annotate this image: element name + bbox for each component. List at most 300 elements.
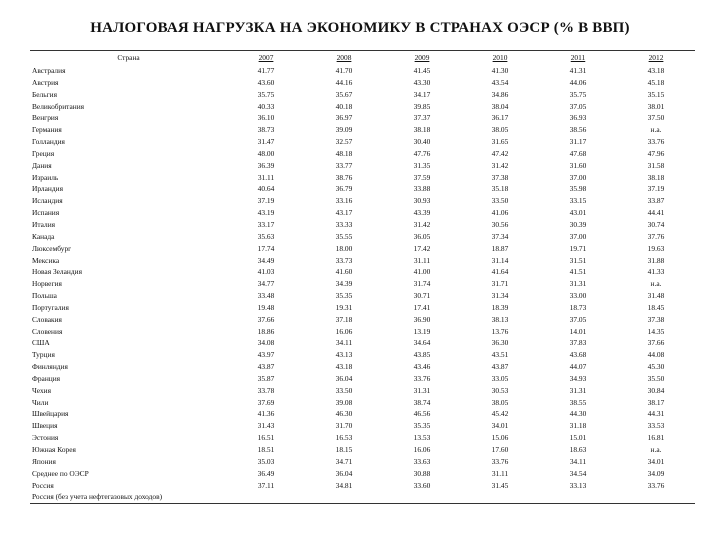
value-cell: 41.70: [335, 66, 353, 75]
value-cell: 38.04: [491, 101, 509, 111]
country-name-cell: Польша: [32, 291, 57, 301]
value-cell: 38.74: [413, 397, 431, 407]
value-cell: 37.19: [257, 196, 275, 206]
value-cell: 44.08: [647, 350, 665, 360]
table-row: [30, 480, 695, 492]
country-name-cell: Финляндия: [32, 362, 68, 372]
country-name-cell: Израиль: [32, 172, 59, 182]
value-cell: 35.15: [647, 89, 665, 99]
value-cell: 36.90: [413, 314, 431, 324]
value-cell: 31.42: [491, 160, 509, 170]
value-cell: 43.87: [491, 362, 509, 372]
value-cell: 45.30: [647, 362, 665, 372]
value-cell: 38.56: [569, 125, 587, 135]
value-cell: 43.51: [491, 350, 509, 360]
country-name-cell: Словакия: [32, 314, 62, 324]
value-cell: 31.88: [647, 255, 665, 265]
value-cell: 37.34: [491, 231, 509, 241]
country-name-cell: Великобритания: [32, 101, 85, 111]
value-cell: 35.75: [569, 89, 587, 99]
value-cell: 41.00: [413, 267, 431, 277]
value-cell: 43.97: [257, 350, 275, 360]
country-name-cell: Швеция: [32, 421, 58, 431]
value-cell: 30.88: [413, 468, 431, 478]
value-cell: 33.76: [647, 480, 665, 490]
value-cell: 43.18: [335, 362, 353, 372]
value-cell: 16.53: [335, 433, 353, 443]
value-cell: 31.14: [491, 255, 509, 265]
value-cell: 13.76: [491, 326, 509, 336]
country-name-cell: Россия (без учета нефтегазовых доходов): [32, 492, 163, 502]
table-row: [30, 373, 695, 385]
value-cell: 44.31: [647, 409, 665, 419]
value-cell: 33.73: [335, 255, 353, 265]
value-cell: 48.18: [335, 148, 353, 158]
country-name-cell: Мексика: [32, 255, 60, 265]
value-cell: 41.64: [491, 267, 509, 277]
value-cell: 43.54: [491, 77, 509, 87]
value-cell: 38.05: [491, 397, 509, 407]
country-name-cell: Дания: [32, 160, 52, 170]
value-cell: 40.33: [257, 101, 275, 111]
value-cell: 18.45: [647, 302, 665, 312]
value-cell: 47.76: [413, 148, 431, 158]
header-year-2008: 2008: [336, 53, 352, 62]
value-cell: 41.51: [569, 267, 587, 277]
country-name-cell: Австралия: [32, 66, 66, 75]
country-name-cell: Испания: [32, 208, 60, 218]
value-cell: 19.63: [647, 243, 665, 253]
value-cell: 31.45: [491, 480, 509, 490]
value-cell: 33.13: [569, 480, 587, 490]
value-cell: 43.68: [569, 350, 587, 360]
value-cell: 33.16: [335, 196, 353, 206]
value-cell: 34.08: [257, 338, 275, 348]
value-cell: 35.55: [335, 231, 353, 241]
country-name-cell: Ирландия: [32, 184, 63, 194]
table-row: [30, 278, 695, 290]
value-cell: 38.18: [413, 125, 431, 135]
value-cell: 18.00: [335, 243, 353, 253]
table-row: [30, 361, 695, 373]
value-cell: 31.47: [257, 137, 275, 147]
value-cell: 33.87: [647, 196, 665, 206]
table-row: [30, 290, 695, 302]
table-row: [30, 420, 695, 432]
value-cell: 33.77: [335, 160, 353, 170]
value-cell: 35.03: [257, 456, 275, 466]
value-cell: 13.53: [413, 433, 431, 443]
value-cell: 35.98: [569, 184, 587, 194]
value-cell: 31.42: [413, 219, 431, 229]
value-cell: 38.13: [491, 314, 509, 324]
value-cell: 31.34: [491, 291, 509, 301]
value-cell: 36.97: [335, 113, 353, 123]
value-cell: 47.42: [491, 148, 509, 158]
value-cell: 44.06: [569, 77, 587, 87]
value-cell: 34.01: [647, 456, 665, 466]
value-cell: 32.57: [335, 137, 353, 147]
header-year-2009: 2009: [414, 53, 430, 62]
value-cell: 46.30: [335, 409, 353, 419]
value-cell: 31.35: [413, 160, 431, 170]
value-cell: 33.50: [491, 196, 509, 206]
value-cell: 35.67: [335, 89, 353, 99]
value-cell: 37.05: [569, 101, 587, 111]
value-cell: 33.15: [569, 196, 587, 206]
value-cell: 30.84: [647, 385, 665, 395]
value-cell: 37.50: [647, 113, 665, 123]
value-cell: 31.11: [257, 172, 275, 182]
value-cell: 44.07: [569, 362, 587, 372]
value-cell: 37.69: [257, 397, 275, 407]
table-row: [30, 456, 695, 468]
table-row: [30, 160, 695, 172]
value-cell: 41.03: [257, 267, 275, 277]
header-year-2010: 2010: [492, 53, 508, 62]
table-row: [30, 65, 695, 77]
value-cell: 34.09: [647, 468, 665, 478]
value-cell: 31.70: [335, 421, 353, 431]
value-cell: 44.41: [647, 208, 665, 218]
value-cell: 34.81: [335, 480, 353, 490]
value-cell: 31.17: [569, 137, 587, 147]
value-cell: 33.00: [569, 291, 587, 301]
country-name-cell: Чили: [32, 397, 49, 407]
value-cell: 37.66: [257, 314, 275, 324]
value-cell: 36.79: [335, 184, 353, 194]
value-cell: 37.37: [413, 113, 431, 123]
value-cell: 38.17: [647, 397, 665, 407]
value-cell: 31.65: [491, 137, 509, 147]
value-cell: 38.05: [491, 125, 509, 135]
value-cell: 38.55: [569, 397, 587, 407]
value-cell: 33.05: [491, 373, 509, 383]
value-cell: 34.86: [491, 89, 509, 99]
table-row: [30, 255, 695, 267]
country-name-cell: Исландия: [32, 196, 63, 206]
value-cell: 35.63: [257, 231, 275, 241]
value-cell: 33.50: [335, 385, 353, 395]
value-cell: 37.05: [569, 314, 587, 324]
value-cell: 31.51: [569, 255, 587, 265]
value-cell: 36.93: [569, 113, 587, 123]
country-name-cell: Южная Корея: [32, 445, 76, 454]
country-name-cell: Швейцария: [32, 409, 69, 419]
country-name-cell: Португалия: [32, 302, 69, 312]
value-cell: 37.00: [569, 172, 587, 182]
value-cell: 43.01: [569, 208, 587, 218]
value-cell: 43.60: [257, 77, 275, 87]
page-title: НАЛОГОВАЯ НАГРУЗКА НА ЭКОНОМИКУ В СТРАНАХ ОЭСР (% В ВВП): [90, 20, 630, 36]
value-cell: 41.45: [413, 66, 431, 75]
value-cell: 17.60: [491, 445, 509, 454]
value-cell: н.а.: [650, 125, 662, 135]
table-row: [30, 266, 695, 278]
country-name-cell: Италия: [32, 219, 56, 229]
header-year-2012: 2012: [648, 53, 664, 62]
value-cell: 38.76: [335, 172, 353, 182]
country-name-cell: Норвегия: [32, 279, 62, 289]
value-cell: 43.46: [413, 362, 431, 372]
tax-burden-table: [30, 50, 695, 504]
country-name-cell: США: [32, 338, 50, 348]
value-cell: 47.96: [647, 148, 665, 158]
value-cell: 31.11: [491, 468, 509, 478]
value-cell: 41.33: [647, 267, 665, 277]
value-cell: 34.64: [413, 338, 431, 348]
table-row: [30, 207, 695, 219]
table-row: [30, 314, 695, 326]
table-row: [30, 136, 695, 148]
value-cell: 37.66: [647, 338, 665, 348]
value-cell: 34.11: [569, 456, 587, 466]
value-cell: 33.60: [413, 480, 431, 490]
value-cell: 30.93: [413, 196, 431, 206]
value-cell: 18.51: [257, 445, 275, 454]
country-name-cell: Япония: [32, 456, 56, 466]
value-cell: 34.01: [491, 421, 509, 431]
table-row: [30, 219, 695, 231]
value-cell: н.а.: [650, 279, 662, 289]
value-cell: 34.49: [257, 255, 275, 265]
table-row: [30, 195, 695, 207]
value-cell: 38.18: [647, 172, 665, 182]
value-cell: 19.48: [257, 302, 275, 312]
value-cell: 31.11: [413, 255, 431, 265]
value-cell: 39.09: [335, 125, 353, 135]
value-cell: 31.31: [569, 385, 587, 395]
value-cell: 34.17: [413, 89, 431, 99]
value-cell: 18.39: [491, 302, 509, 312]
value-cell: 31.48: [647, 291, 665, 301]
country-name-cell: Турция: [32, 350, 55, 360]
value-cell: 41.36: [257, 409, 275, 419]
value-cell: 17.74: [257, 243, 275, 253]
country-name-cell: Россия: [32, 480, 54, 490]
country-name-cell: Канада: [32, 231, 55, 241]
value-cell: 30.74: [647, 219, 665, 229]
value-cell: 33.76: [413, 373, 431, 383]
value-cell: 16.51: [257, 433, 275, 443]
value-cell: 30.40: [413, 137, 431, 147]
country-name-cell: Голландия: [32, 137, 65, 147]
value-cell: 43.18: [647, 66, 665, 75]
table-row: [30, 172, 695, 184]
table-row: [30, 124, 695, 136]
value-cell: 33.33: [335, 219, 353, 229]
value-cell: н.а.: [650, 445, 662, 454]
value-cell: 45.18: [647, 77, 665, 87]
value-cell: 33.48: [257, 291, 275, 301]
table-row: [30, 77, 695, 89]
country-name-cell: Греция: [32, 148, 55, 158]
value-cell: 18.15: [335, 445, 353, 454]
value-cell: 43.30: [413, 77, 431, 87]
country-name-cell: Чехия: [32, 385, 52, 395]
value-cell: 38.01: [647, 101, 665, 111]
value-cell: 31.74: [413, 279, 431, 289]
value-cell: 15.01: [569, 433, 587, 443]
value-cell: 31.71: [491, 279, 509, 289]
value-cell: 33.53: [647, 421, 665, 431]
value-cell: 33.76: [491, 456, 509, 466]
value-cell: 14.35: [647, 326, 665, 336]
value-cell: 41.31: [569, 66, 587, 75]
value-cell: 40.64: [257, 184, 275, 194]
country-name-cell: Бельгия: [32, 89, 57, 99]
value-cell: 43.17: [335, 208, 353, 218]
table-row: [30, 397, 695, 409]
country-name-cell: Франция: [32, 373, 61, 383]
value-cell: 34.39: [335, 279, 353, 289]
value-cell: 18.63: [569, 445, 587, 454]
value-cell: 19.31: [335, 302, 353, 312]
value-cell: 35.35: [335, 291, 353, 301]
value-cell: 16.81: [647, 433, 665, 443]
value-cell: 35.35: [413, 421, 431, 431]
value-cell: 39.85: [413, 101, 431, 111]
table-row: [30, 468, 695, 480]
value-cell: 37.00: [569, 231, 587, 241]
value-cell: 38.73: [257, 125, 275, 135]
value-cell: 37.59: [413, 172, 431, 182]
value-cell: 43.87: [257, 362, 275, 372]
value-cell: 33.88: [413, 184, 431, 194]
value-cell: 35.75: [257, 89, 275, 99]
table-row: [30, 243, 695, 255]
table-row: [30, 302, 695, 314]
value-cell: 17.42: [413, 243, 431, 253]
value-cell: 43.39: [413, 208, 431, 218]
value-cell: 18.86: [257, 326, 275, 336]
header-year-2007: 2007: [258, 53, 274, 62]
value-cell: 44.30: [569, 409, 587, 419]
header-year-2011: 2011: [570, 53, 586, 62]
table-row: [30, 444, 695, 456]
table-row: [30, 148, 695, 160]
value-cell: 34.54: [569, 468, 587, 478]
value-cell: 45.42: [491, 409, 509, 419]
table-row: [30, 112, 695, 124]
value-cell: 16.06: [413, 445, 431, 454]
value-cell: 34.11: [335, 338, 353, 348]
value-cell: 33.76: [647, 137, 665, 147]
value-cell: 16.06: [335, 326, 353, 336]
value-cell: 37.83: [569, 338, 587, 348]
value-cell: 33.17: [257, 219, 275, 229]
table-row: [30, 349, 695, 361]
value-cell: 34.77: [257, 279, 275, 289]
value-cell: 17.41: [413, 302, 431, 312]
value-cell: 31.31: [413, 385, 431, 395]
value-cell: 39.08: [335, 397, 353, 407]
country-name-cell: Среднее по ОЭСР: [32, 468, 89, 478]
value-cell: 15.06: [491, 433, 509, 443]
value-cell: 30.56: [491, 219, 509, 229]
value-cell: 35.18: [491, 184, 509, 194]
value-cell: 41.77: [257, 66, 275, 75]
value-cell: 43.13: [335, 350, 353, 360]
value-cell: 34.71: [335, 456, 353, 466]
value-cell: 37.76: [647, 231, 665, 241]
value-cell: 36.10: [257, 113, 275, 123]
header-country: Страна: [117, 53, 140, 62]
country-name-cell: Эстония: [32, 433, 59, 443]
table-header-row: [30, 51, 695, 65]
value-cell: 43.85: [413, 350, 431, 360]
country-name-cell: Новая Зеландия: [32, 267, 82, 277]
value-cell: 30.71: [413, 291, 431, 301]
table-row: [30, 231, 695, 243]
country-name-cell: Люксембург: [32, 243, 72, 253]
value-cell: 35.50: [647, 373, 665, 383]
value-cell: 36.05: [413, 231, 431, 241]
country-name-cell: Германия: [32, 125, 62, 135]
value-cell: 33.63: [413, 456, 431, 466]
table-row: [30, 408, 695, 420]
value-cell: 13.19: [413, 326, 431, 336]
table-row: [30, 101, 695, 113]
value-cell: 19.71: [569, 243, 587, 253]
value-cell: 41.06: [491, 208, 509, 218]
table-row: [30, 385, 695, 397]
table-row: [30, 89, 695, 101]
value-cell: 35.87: [257, 373, 275, 383]
value-cell: 30.39: [569, 219, 587, 229]
value-cell: 37.19: [647, 184, 665, 194]
country-name-cell: Австрия: [32, 77, 59, 87]
value-cell: 36.04: [335, 373, 353, 383]
value-cell: 48.00: [257, 148, 275, 158]
value-cell: 14.01: [569, 326, 587, 336]
value-cell: 46.56: [413, 409, 431, 419]
value-cell: 37.18: [335, 314, 353, 324]
table-row: [30, 326, 695, 338]
value-cell: 36.04: [335, 468, 353, 478]
value-cell: 31.58: [647, 160, 665, 170]
table-row: [30, 491, 695, 503]
value-cell: 18.87: [491, 243, 509, 253]
value-cell: 36.49: [257, 468, 275, 478]
value-cell: 47.68: [569, 148, 587, 158]
value-cell: 36.30: [491, 338, 509, 348]
value-cell: 34.93: [569, 373, 587, 383]
value-cell: 18.73: [569, 302, 587, 312]
country-name-cell: Словения: [32, 326, 63, 336]
table-row: [30, 183, 695, 195]
value-cell: 37.38: [647, 314, 665, 324]
value-cell: 36.17: [491, 113, 509, 123]
value-cell: 31.31: [569, 279, 587, 289]
value-cell: 36.39: [257, 160, 275, 170]
value-cell: 41.30: [491, 66, 509, 75]
value-cell: 30.53: [491, 385, 509, 395]
table-row: [30, 432, 695, 444]
country-name-cell: Венгрия: [32, 113, 59, 123]
value-cell: 37.11: [257, 480, 275, 490]
value-cell: 43.19: [257, 208, 275, 218]
value-cell: 31.43: [257, 421, 275, 431]
value-cell: 44.16: [335, 77, 353, 87]
value-cell: 33.78: [257, 385, 275, 395]
table-row: [30, 337, 695, 349]
value-cell: 37.38: [491, 172, 509, 182]
value-cell: 40.18: [335, 101, 353, 111]
value-cell: 41.60: [335, 267, 353, 277]
value-cell: 31.60: [569, 160, 587, 170]
value-cell: 31.18: [569, 421, 587, 431]
